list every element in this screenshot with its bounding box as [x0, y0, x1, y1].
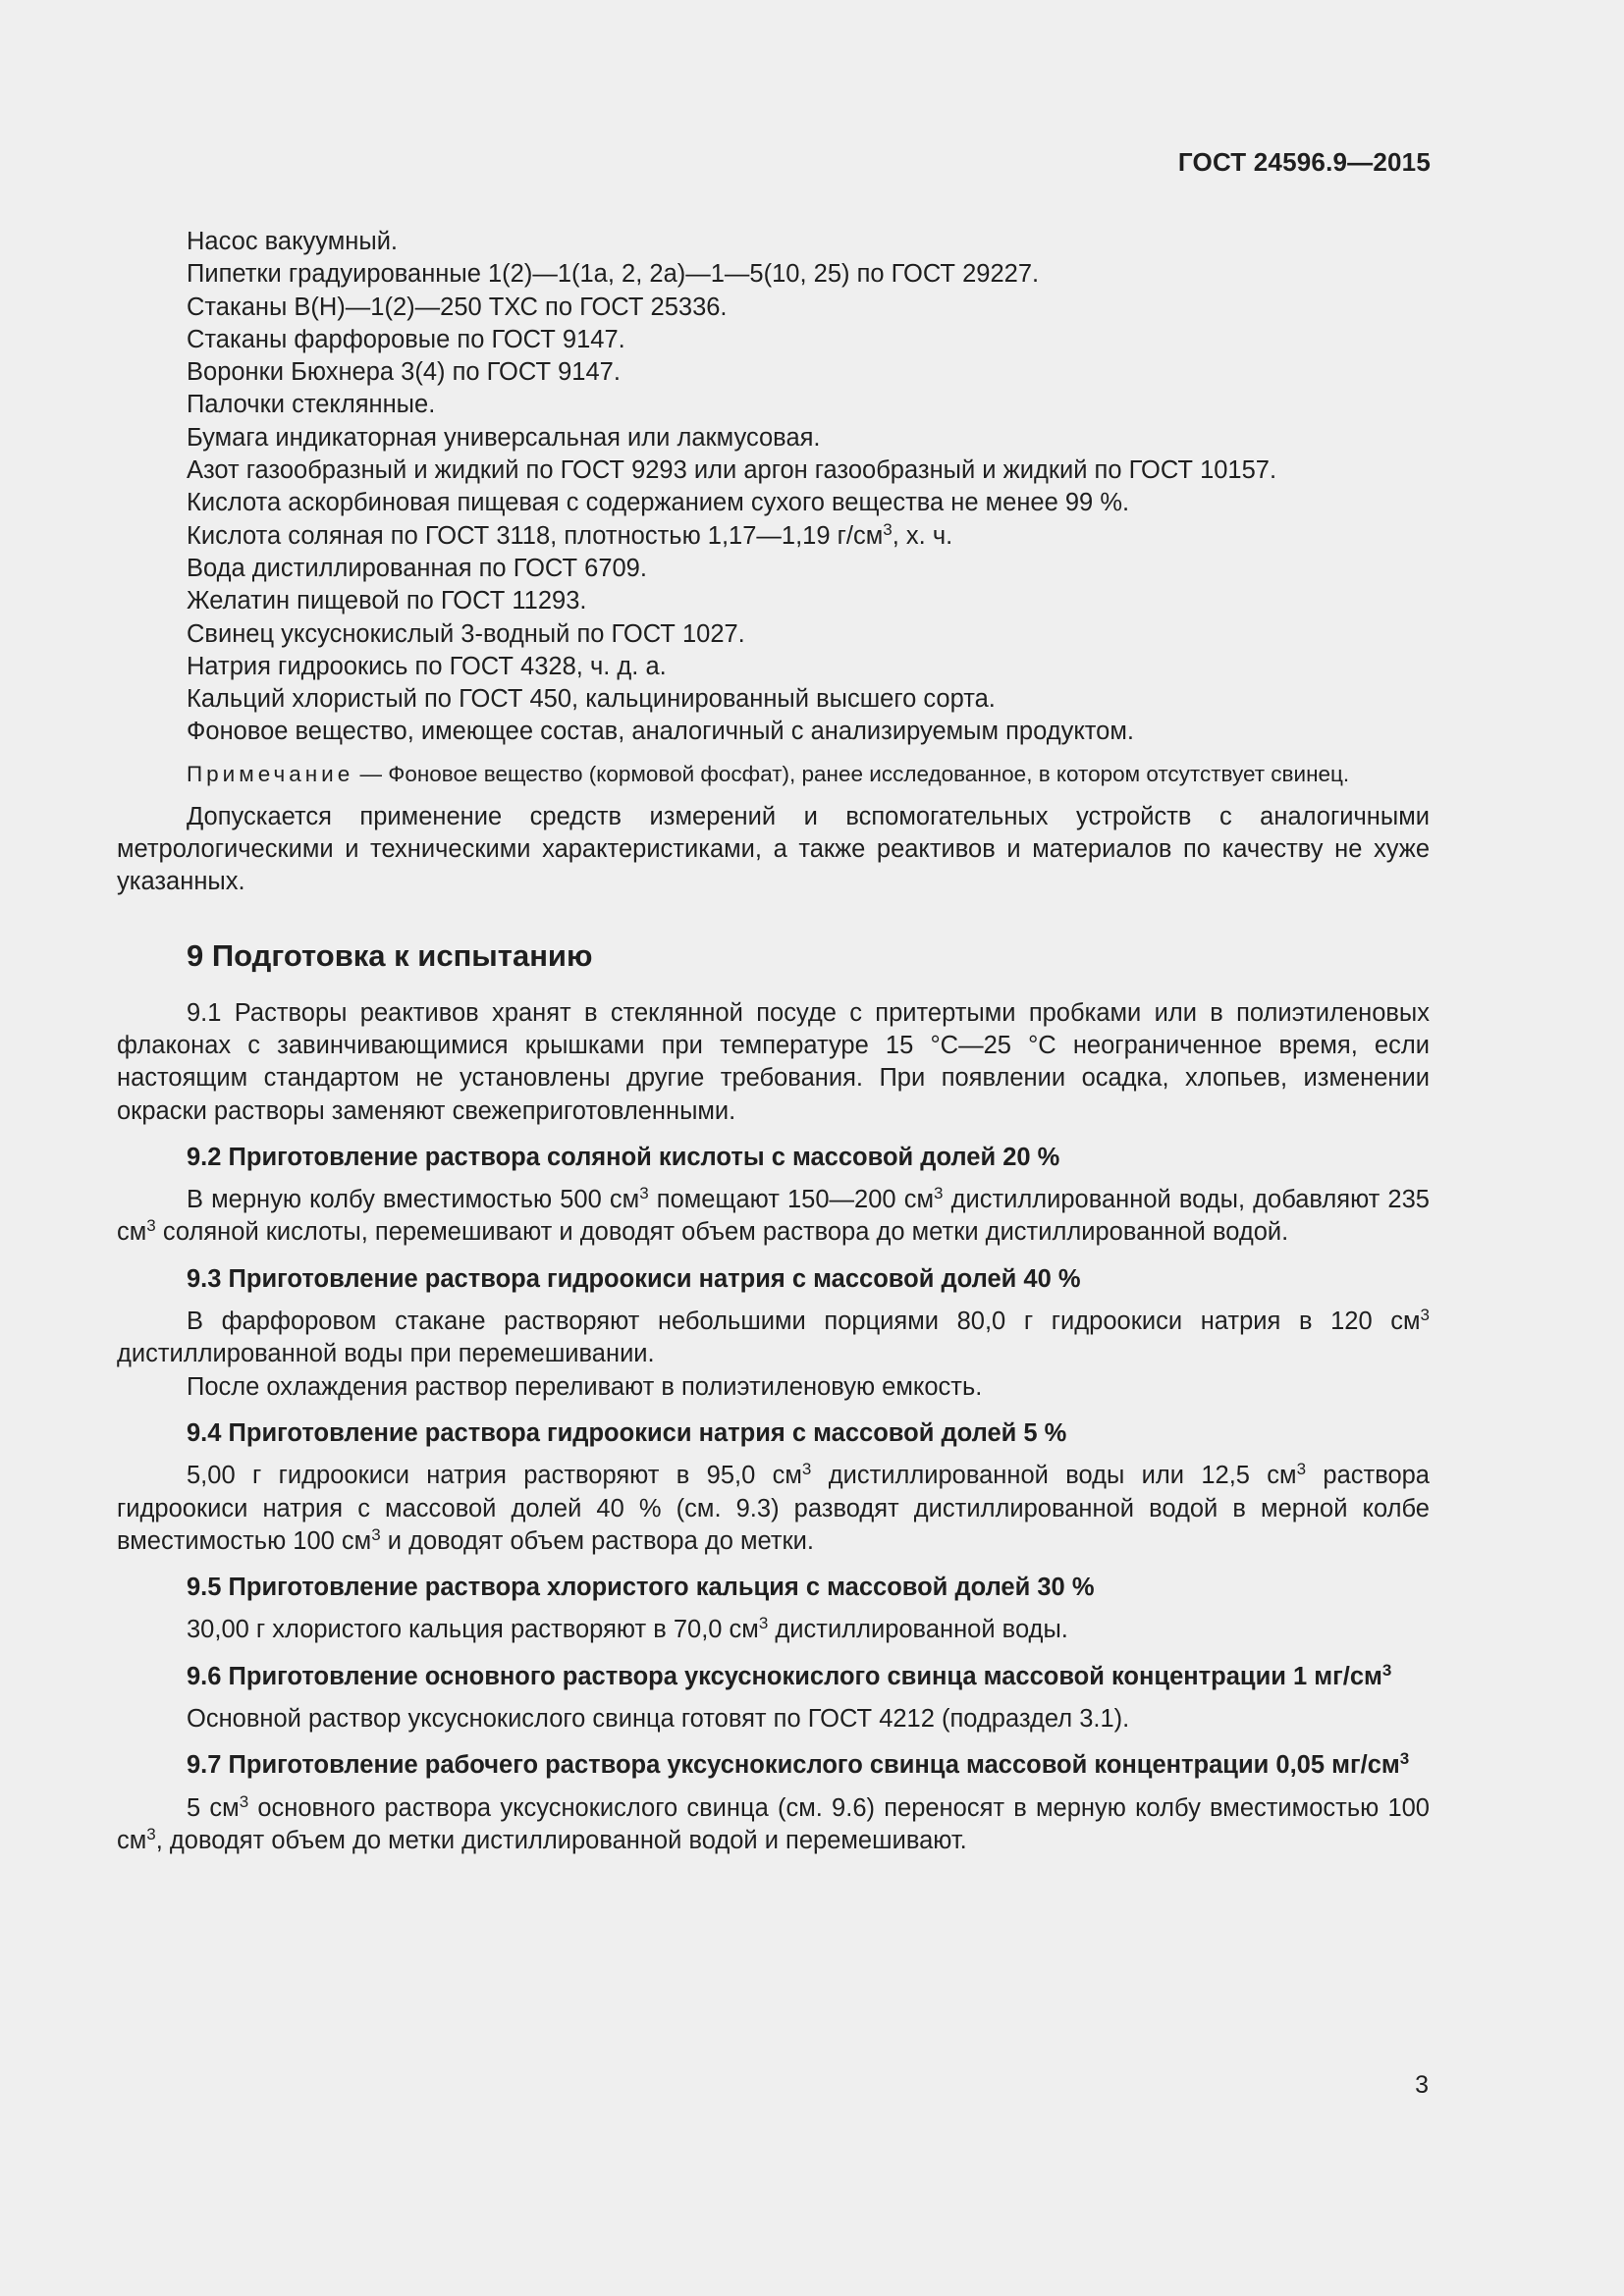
superscript: 3	[1420, 1306, 1430, 1325]
list-item: Вода дистиллированная по ГОСТ 6709.	[187, 554, 647, 582]
superscript: 3	[639, 1184, 649, 1203]
superscript: 3	[758, 1614, 769, 1633]
superscript: 3	[801, 1460, 812, 1479]
list-item: Фоновое вещество, имеющее состав, аналогичный с анализируемым продуктом.	[187, 718, 1134, 746]
page-content	[117, 226, 1430, 1857]
text: 5,00 г гидроокиси натрия растворяют в 95,0 см	[187, 1462, 802, 1490]
text: основного раствора уксуснокислого свинца (см. 9.6) переносят в мерную колбу вместимостью 100 см	[117, 1793, 1430, 1854]
heading-9-7	[117, 1749, 1430, 1782]
list-item: Желатин пищевой по ГОСТ 11293.	[187, 587, 587, 615]
document-code: ГОСТ 24596.9—2015	[1177, 147, 1431, 177]
paragraph-9-1: 9.1 Растворы реактивов хранят в стеклянной посуде с притертыми пробками или в полиэтиленовых флаконах с завинчивающимися крышками при температуре 15 °С—25 °С неограниченное время, если настоящим стандартом не установлены другие требования. При появлении осадка, хлопьев, изменении окраски растворы заменяют свежеприготовленными.	[117, 998, 1430, 1125]
list-item: Стаканы фарфоровые по ГОСТ 9147.	[187, 325, 625, 353]
list-item: Насос вакуумный.	[187, 228, 399, 255]
list-item	[117, 520, 1430, 553]
text: дистиллированной воды, добавляют 235 см	[117, 1186, 1430, 1247]
text: , доводят объем до метки дистиллированной водой и перемешивают.	[155, 1826, 967, 1854]
text: и доводят объем раствора до метки.	[380, 1526, 815, 1555]
list-item: Стаканы В(Н)—1(2)—250 ТХС по ГОСТ 25336.	[187, 293, 728, 321]
heading-9-6	[117, 1661, 1430, 1693]
superscript: 3	[239, 1791, 249, 1811]
list-item: Палочки стеклянные.	[187, 391, 436, 419]
text: помещают 150—200 см	[648, 1186, 934, 1214]
heading-9-2: 9.2 Приготовление раствора соляной кислоты с массовой долей 20 %	[187, 1143, 1060, 1171]
note-label: Примечание	[187, 761, 354, 786]
page-number: 3	[1415, 2071, 1429, 2099]
text: 5 см	[187, 1793, 240, 1822]
paragraph-9-3b: После охлаждения раствор переливают в полиэтиленовую емкость.	[187, 1372, 983, 1401]
note-text: — Фоновое вещество (кормовой фосфат), ранее исследованное, в котором отсутствует свинец.	[353, 761, 1350, 786]
superscript: 3	[371, 1524, 381, 1544]
superscript: 3	[146, 1216, 156, 1236]
heading-9-5: 9.5 Приготовление раствора хлористого кальция с массовой долей 30 %	[187, 1574, 1095, 1602]
superscript: 3	[146, 1824, 156, 1843]
list-item: Азот газообразный и жидкий по ГОСТ 9293 или аргон газообразный и жидкий по ГОСТ 10157.	[187, 456, 1277, 485]
superscript: 3	[883, 519, 893, 539]
paragraph-9-6: Основной раствор уксуснокислого свинца готовят по ГОСТ 4212 (подраздел 3.1).	[187, 1704, 1130, 1733]
paragraph-9-2	[117, 1184, 1430, 1250]
list-item-text: , х. ч.	[892, 521, 953, 550]
text: 9.7 Приготовление рабочего раствора уксуснокислого свинца массовой концентрации 0,05 мг/см	[187, 1751, 1400, 1780]
text: дистиллированной воды при перемешивании.	[117, 1340, 655, 1368]
text: дистиллированной воды.	[768, 1616, 1068, 1644]
text: дистиллированной воды или 12,5 см	[811, 1462, 1297, 1490]
paragraph-9-7	[117, 1792, 1430, 1858]
text: В фарфоровом стакане растворяют небольшими порциями 80,0 г гидроокиси натрия в 120 см	[187, 1308, 1421, 1336]
section-9-heading: 9 Подготовка к испытанию	[187, 937, 593, 973]
superscript: 3	[933, 1184, 944, 1203]
paragraph-9-5	[117, 1614, 1430, 1646]
superscript: 3	[1399, 1749, 1410, 1769]
text: 30,00 г хлористого кальция растворяют в 70,0 см	[187, 1616, 759, 1644]
note	[117, 759, 1430, 789]
list-item: Бумага индикаторная универсальная или лакмусовая.	[187, 423, 821, 452]
list-item: Воронки Бюхнера 3(4) по ГОСТ 9147.	[187, 358, 621, 387]
text: 9.6 Приготовление основного раствора уксуснокислого свинца массовой концентрации 1 мг/см	[187, 1662, 1382, 1690]
equipment-list	[117, 226, 1430, 749]
list-item-text: Кислота соляная по ГОСТ 3118, плотностью 1,17—1,19 г/см	[187, 521, 884, 550]
heading-9-4: 9.4 Приготовление раствора гидроокиси натрия с массовой долей 5 %	[187, 1418, 1067, 1447]
paragraph-9-3a	[117, 1306, 1430, 1371]
text: В мерную колбу вместимостью 500 см	[187, 1186, 640, 1214]
list-item: Свинец уксуснокислый 3-водный по ГОСТ 1027.	[187, 619, 745, 648]
list-item: Натрия гидроокись по ГОСТ 4328, ч. д. а.	[187, 652, 667, 680]
paragraph-9-4	[117, 1460, 1430, 1558]
superscript: 3	[1381, 1660, 1392, 1680]
text: соляной кислоты, перемешивают и доводят объем раствора до метки дистиллированной водой.	[155, 1218, 1289, 1247]
heading-9-3: 9.3 Приготовление раствора гидроокиси натрия с массовой долей 40 %	[187, 1264, 1081, 1293]
list-item: Кислота аскорбиновая пищевая с содержанием сухого вещества не менее 99 %.	[187, 489, 1130, 517]
list-item: Кальций хлористый по ГОСТ 450, кальцинированный высшего сорта.	[187, 685, 996, 714]
allowance-paragraph: Допускается применение средств измерений и вспомогательных устройств с аналогичными метрологическими и техническими характеристиками, а также реактивов и материалов по качеству не хуже указанных.	[117, 802, 1430, 896]
list-item: Пипетки градуированные 1(2)—1(1а, 2, 2а)—1—5(10, 25) по ГОСТ 29227.	[187, 260, 1040, 289]
text: раствора гидроокиси натрия с массовой долей 40 % (см. 9.3) разводят дистиллированной водой в мерной колбе вместимостью 100 см	[117, 1462, 1430, 1555]
superscript: 3	[1296, 1460, 1307, 1479]
